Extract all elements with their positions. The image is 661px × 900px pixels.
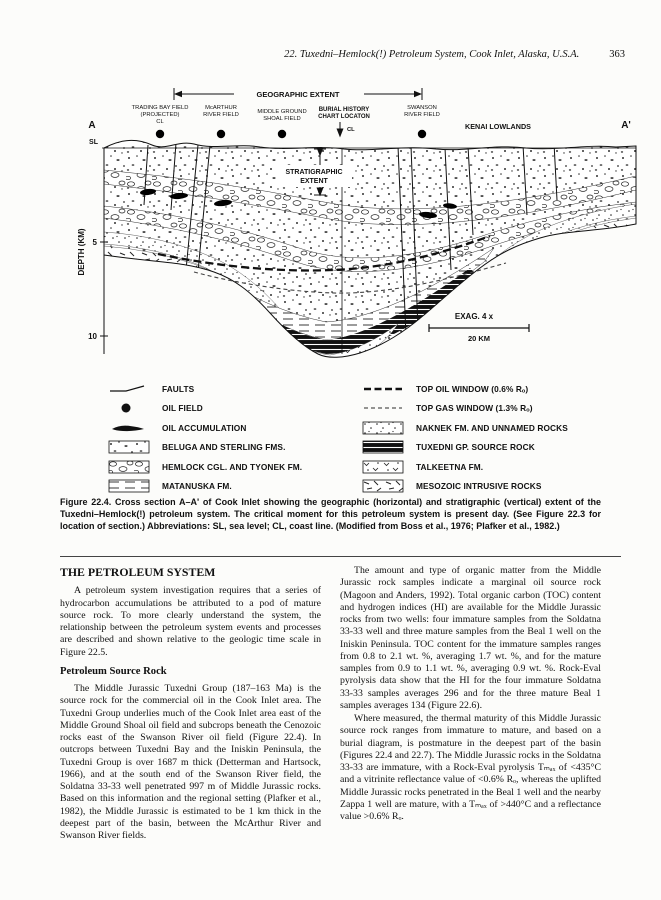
tuxedni-swatch [362, 440, 408, 454]
depth-tick-10: 10 [88, 332, 97, 341]
legend-item-oil-accumulation [108, 418, 358, 438]
cross-section-figure [74, 82, 649, 379]
legend-item-tuxedni [362, 438, 612, 458]
section-endpoint-a-prime: A' [621, 120, 631, 131]
figure-caption: Figure 22.4. Cross section A–A' of Cook Inlet showing the geographic (horizontal) and stratigraphic (vertical) extent of the Tuxedni–Hemlock(!) petroleum system. The critical moment for this petroleum system is present day. (See Figure 22.3 for location of section.) Abbreviations: SL, sea level; CL, coast line. (Modified from Boss et al., 1976; Plafker et al., 1982.) [60, 497, 601, 531]
legend-label: OIL FIELD [162, 403, 203, 414]
oil-field-dots [156, 130, 426, 138]
section-heading: THE PETROLEUM SYSTEM [60, 565, 216, 579]
legend-label: TOP OIL WINDOW (0.6% Rₒ) [416, 383, 529, 394]
svg-text:McARTHUR: McARTHUR [205, 105, 237, 111]
legend-label: NAKNEK FM. AND UNNAMED ROCKS [416, 422, 568, 433]
legend-label: MATANUSKA FM. [162, 481, 232, 492]
svg-text:TRADING BAY FIELD: TRADING BAY FIELD [131, 105, 189, 111]
section-divider [60, 556, 621, 557]
mesozoic-intrusive-swatch [362, 479, 408, 493]
hemlock-tyonek-swatch [108, 460, 154, 474]
svg-text:RIVER FIELD: RIVER FIELD [404, 112, 440, 118]
section-endpoint-a: A [88, 120, 96, 131]
field-label-trading-bay [132, 105, 189, 125]
paragraph-4: Where measured, the thermal maturity of this Middle Jurassic source rock ranges from immature to mature, and based on a burial diagram, is postmature in the deepest part of the basin (Figures 22.4 and 22.7). The Middle Jurassic rocks in the Soldatna 33-33 are immature, with a Rock-Eval pyrolysis Tₘₐₓ of <435°C and a vitrinite reflectance value of <0.6% Rₒ, whereas the uplifted Middle Jurassic rocks penetrated in the Beal 1 well and the nearby Zappa 1 well are mature, with a Tₘₐₓ of >440°C and a reflectance value >0.6% Rₒ. [340, 713, 601, 822]
page-number: 363 [609, 49, 625, 60]
legend-item-top-oil-window [362, 379, 612, 399]
text-column-right [340, 565, 601, 824]
depth-tick-5: 5 [92, 238, 97, 247]
exaggeration-label: EXAG. 4 x [454, 312, 494, 321]
talkeetna-swatch [362, 460, 408, 474]
legend-item-talkeetna [362, 457, 612, 477]
faults-symbol [108, 382, 154, 396]
legend-item-naknek [362, 418, 612, 438]
scale-bar [429, 324, 529, 332]
page-header [60, 49, 625, 60]
legend-item-beluga-sterling [108, 438, 358, 458]
running-head: 22. Tuxedni–Hemlock(!) Petroleum System, Cook Inlet, Alaska, U.S.A. [284, 49, 580, 60]
figure-legend [108, 379, 612, 496]
oil-accumulation-symbol [108, 421, 154, 435]
burial-cl-label: CL [347, 127, 355, 133]
sea-level-label: SL [89, 139, 98, 146]
kenai-lowlands-label: KENAI LOWLANDS [465, 122, 531, 131]
legend-label: OIL ACCUMULATION [162, 422, 247, 433]
legend-label: BELUGA AND STERLING FMS. [162, 442, 286, 453]
field-label-mcarthur [203, 105, 239, 118]
beluga-sterling-swatch [108, 440, 154, 454]
legend-label: TALKEETNA FM. [416, 461, 484, 472]
svg-text:CL: CL [156, 119, 164, 125]
svg-text:RIVER FIELD: RIVER FIELD [203, 112, 239, 118]
oil-field-symbol [108, 401, 154, 415]
field-label-burial-history [318, 107, 370, 120]
svg-text:(PROJECTED): (PROJECTED) [140, 112, 180, 118]
top-gas-window-symbol [362, 401, 408, 415]
legend-label: TOP GAS WINDOW (1.3% Rₒ) [416, 403, 533, 414]
legend-label: TUXEDNI GP. SOURCE ROCK [416, 442, 535, 453]
legend-label: HEMLOCK CGL. AND TYONEK FM. [162, 461, 303, 472]
top-oil-window-symbol [362, 382, 408, 396]
legend-item-faults [108, 379, 358, 399]
scale-label: 20 KM [467, 334, 491, 343]
field-label-swanson [404, 105, 440, 118]
legend-item-oil-field [108, 399, 358, 419]
depth-axis-label: DEPTH (KM) [77, 228, 86, 276]
legend-item-mesozoic-intrusive [362, 477, 612, 497]
svg-text:CHART LOCATON: CHART LOCATON [318, 114, 370, 120]
naknek-swatch [362, 421, 408, 435]
matanuska-swatch [108, 479, 154, 493]
svg-text:BURIAL HISTORY: BURIAL HISTORY [318, 107, 370, 113]
legend-label: MESOZOIC INTRUSIVE ROCKS [416, 481, 542, 492]
svg-text:SWANSON: SWANSON [407, 105, 437, 111]
legend-item-top-gas-window [362, 399, 612, 419]
paragraph-1: A petroleum system investigation requires that a series of hydrocarbon accumulations be attributed to a pod of mature source rock. To more clearly understand the system, the relationship between the petroleum system events and processes are described and shown relative to the geologic time scale in Figure 22.5. [60, 585, 321, 658]
legend-item-matanuska [108, 477, 358, 497]
paragraph-2: The Middle Jurassic Tuxedni Group (187–163 Ma) is the source rock for the commercial oil in the Cook Inlet area. The Tuxedni Group underlies much of the Cook Inlet area east of the Middle Ground Shoal oil field and subcrops beneath the Cenozoic rocks east of the Swanson River oil field (Figure 22.4). In outcrops between Tuxedni Bay and the Iniskin Peninsula, the Tuxedni Group is over 1687 m thick (Detterman and Hartsock, 1966), and at the south end of the Swanson River field, the Soldatna 33-33 well penetrated 997 m of Middle Jurassic rocks. Based on this information and the regional setting (Plafker et al., 1982), the Middle Jurassic is estimated to be 1 km thick in the deepest part of the basin, between the McArthur River and Swanson River fields. [60, 683, 321, 841]
field-label-middle-ground [257, 109, 306, 122]
cross-section-body [104, 134, 636, 363]
geographic-extent-label: GEOGRAPHIC EXTENT [256, 90, 340, 99]
legend-label: FAULTS [162, 383, 195, 394]
svg-text:SHOAL FIELD: SHOAL FIELD [263, 116, 301, 122]
svg-text:EXTENT: EXTENT [300, 178, 328, 185]
subsection-heading: Petroleum Source Rock [60, 665, 167, 677]
legend-item-hemlock-tyonek [108, 457, 358, 477]
svg-text:STRATIGRAPHIC: STRATIGRAPHIC [285, 169, 343, 176]
text-column-left [60, 565, 321, 843]
paragraph-3: The amount and type of organic matter from the Middle Jurassic rock samples indicate a marginal oil source rock (Magoon and Anders, 1992). Total organic carbon (TOC) content and hydrogen indices (HI) are available for the Middle Jurassic rocks from two wells: four immature samples from the Soldatna 33-33 well and three mature samples from the Beal 1 well on the Iniskin Peninsula. TOC content for the immature samples ranges from 0.8 to 2.1 wt. %, averaging 1.7 wt. %, and for the mature samples from 0.9 to 1.1 wt. %, averaging 0.9 wt. %. Rock-Eval pyrolysis data show that the HI for the four immature Soldatna 33-33 samples averages 296 and for the three mature Beal 1 samples averages 134 (Figure 22.6). [340, 565, 601, 711]
svg-text:MIDDLE GROUND: MIDDLE GROUND [257, 109, 307, 115]
